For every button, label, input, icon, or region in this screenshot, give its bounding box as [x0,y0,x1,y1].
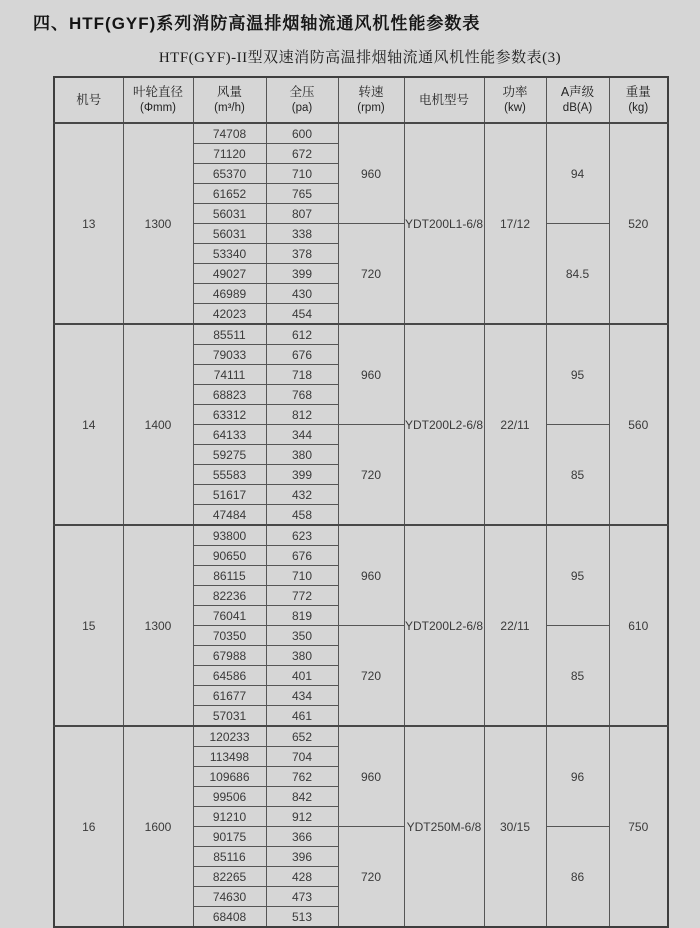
pressure-cell: 623 [266,525,338,546]
noise-cell: 84.5 [546,224,609,325]
airflow-cell: 74111 [193,365,266,385]
airflow-cell: 68408 [193,907,266,928]
pressure-cell: 458 [266,505,338,526]
header-unit: (pa) [291,101,313,114]
header-label: 风量 [216,85,242,100]
header-label: 功率 [502,85,528,100]
power-cell: 22/11 [484,525,546,726]
speed-cell: 960 [338,123,404,224]
airflow-cell: 120233 [193,726,266,747]
noise-cell: 95 [546,324,609,425]
noise-cell: 94 [546,123,609,224]
motor-cell: YDT200L1-6/8 [404,123,484,324]
pressure-cell: 344 [266,425,338,445]
airflow-cell: 55583 [193,465,266,485]
airflow-cell: 86115 [193,566,266,586]
pressure-cell: 430 [266,284,338,304]
speed-cell: 960 [338,726,404,827]
pressure-cell: 842 [266,787,338,807]
pressure-cell: 396 [266,847,338,867]
airflow-cell: 93800 [193,525,266,546]
header-unit: (kw) [504,101,526,114]
airflow-cell: 64586 [193,666,266,686]
pressure-cell: 765 [266,184,338,204]
pressure-cell: 612 [266,324,338,345]
pressure-cell: 350 [266,626,338,646]
airflow-cell: 59275 [193,445,266,465]
airflow-cell: 71120 [193,144,266,164]
pressure-cell: 428 [266,867,338,887]
pressure-cell: 461 [266,706,338,727]
weight-cell: 750 [609,726,668,927]
pressure-cell: 513 [266,907,338,928]
motor-cell: YDT250M-6/8 [404,726,484,927]
model-cell: 14 [54,324,123,525]
airflow-cell: 49027 [193,264,266,284]
airflow-cell: 61677 [193,686,266,706]
header-label: 全压 [289,85,315,100]
airflow-cell: 99506 [193,787,266,807]
airflow-cell: 113498 [193,747,266,767]
airflow-cell: 51617 [193,485,266,505]
airflow-cell: 74708 [193,123,266,144]
pressure-cell: 432 [266,485,338,505]
airflow-cell: 90175 [193,827,266,847]
noise-cell: 96 [546,726,609,827]
header-unit: (Φmm) [140,101,176,114]
header-cell [609,77,668,123]
weight-cell: 610 [609,525,668,726]
speed-cell: 720 [338,827,404,928]
airflow-cell: 85511 [193,324,266,345]
speed-cell: 720 [338,425,404,526]
pressure-cell: 454 [266,304,338,325]
speed-cell: 720 [338,626,404,727]
diameter-cell: 1400 [123,324,193,525]
header-cell [54,77,123,123]
pressure-cell: 380 [266,445,338,465]
airflow-cell: 74630 [193,887,266,907]
header-cell [546,77,609,123]
speed-cell: 960 [338,525,404,626]
weight-cell: 560 [609,324,668,525]
diameter-cell: 1600 [123,726,193,927]
model-cell: 16 [54,726,123,927]
airflow-cell: 79033 [193,345,266,365]
airflow-cell: 65370 [193,164,266,184]
table-row [54,123,668,144]
pressure-cell: 380 [266,646,338,666]
header-unit: (m³/h) [214,101,245,114]
header-row [54,77,668,123]
header-unit: (rpm) [357,101,385,114]
pressure-cell: 378 [266,244,338,264]
noise-cell: 85 [546,626,609,727]
pressure-cell: 652 [266,726,338,747]
header-cell [123,77,193,123]
speed-cell: 960 [338,324,404,425]
pressure-cell: 366 [266,827,338,847]
header-cell [266,77,338,123]
pressure-cell: 718 [266,365,338,385]
airflow-cell: 53340 [193,244,266,264]
model-cell: 13 [54,123,123,324]
page-title: 四、HTF(GYF)系列消防高温排烟轴流通风机性能参数表 [33,14,481,33]
airflow-cell: 109686 [193,767,266,787]
table-row [54,525,668,546]
header-cell [338,77,404,123]
pressure-cell: 676 [266,546,338,566]
noise-cell: 95 [546,525,609,626]
airflow-cell: 76041 [193,606,266,626]
power-cell: 22/11 [484,324,546,525]
airflow-cell: 56031 [193,224,266,244]
pressure-cell: 399 [266,465,338,485]
airflow-cell: 91210 [193,807,266,827]
pressure-cell: 819 [266,606,338,626]
motor-cell: YDT200L2-6/8 [404,324,484,525]
pressure-cell: 772 [266,586,338,606]
airflow-cell: 57031 [193,706,266,727]
header-unit: dB(A) [562,101,593,114]
speed-cell: 720 [338,224,404,325]
header-label: 电机型号 [418,92,469,107]
airflow-cell: 56031 [193,204,266,224]
pressure-cell: 473 [266,887,338,907]
motor-cell: YDT200L2-6/8 [404,525,484,726]
header-label: A声级 [560,85,595,100]
noise-cell: 86 [546,827,609,928]
pressure-cell: 676 [266,345,338,365]
pressure-cell: 710 [266,566,338,586]
pressure-cell: 600 [266,123,338,144]
airflow-cell: 70350 [193,626,266,646]
header-cell [404,77,484,123]
header-unit: (kg) [628,101,649,114]
pressure-cell: 912 [266,807,338,827]
header-label: 机号 [76,92,102,107]
pressure-cell: 768 [266,385,338,405]
performance-table [53,76,669,928]
airflow-cell: 82265 [193,867,266,887]
table-row [54,324,668,345]
noise-cell: 85 [546,425,609,526]
pressure-cell: 672 [266,144,338,164]
pressure-cell: 704 [266,747,338,767]
header-cell [193,77,266,123]
airflow-cell: 42023 [193,304,266,325]
airflow-cell: 85116 [193,847,266,867]
power-cell: 30/15 [484,726,546,927]
airflow-cell: 64133 [193,425,266,445]
power-cell: 17/12 [484,123,546,324]
airflow-cell: 82236 [193,586,266,606]
table-subtitle: HTF(GYF)-II型双速消防高温排烟轴流通风机性能参数表(3) [158,50,562,66]
airflow-cell: 46989 [193,284,266,304]
pressure-cell: 710 [266,164,338,184]
airflow-cell: 67988 [193,646,266,666]
table-row [54,726,668,747]
airflow-cell: 68823 [193,385,266,405]
table-header [54,77,668,123]
table-body [54,123,668,927]
header-label: 转速 [358,85,384,100]
airflow-cell: 47484 [193,505,266,526]
pressure-cell: 338 [266,224,338,244]
pressure-cell: 399 [266,264,338,284]
header-label: 重量 [625,85,651,100]
pressure-cell: 434 [266,686,338,706]
weight-cell: 520 [609,123,668,324]
pressure-cell: 807 [266,204,338,224]
model-cell: 15 [54,525,123,726]
airflow-cell: 63312 [193,405,266,425]
diameter-cell: 1300 [123,123,193,324]
pressure-cell: 401 [266,666,338,686]
airflow-cell: 90650 [193,546,266,566]
header-cell [484,77,546,123]
pressure-cell: 762 [266,767,338,787]
header-label: 叶轮直径 [132,85,183,100]
airflow-cell: 61652 [193,184,266,204]
diameter-cell: 1300 [123,525,193,726]
pressure-cell: 812 [266,405,338,425]
